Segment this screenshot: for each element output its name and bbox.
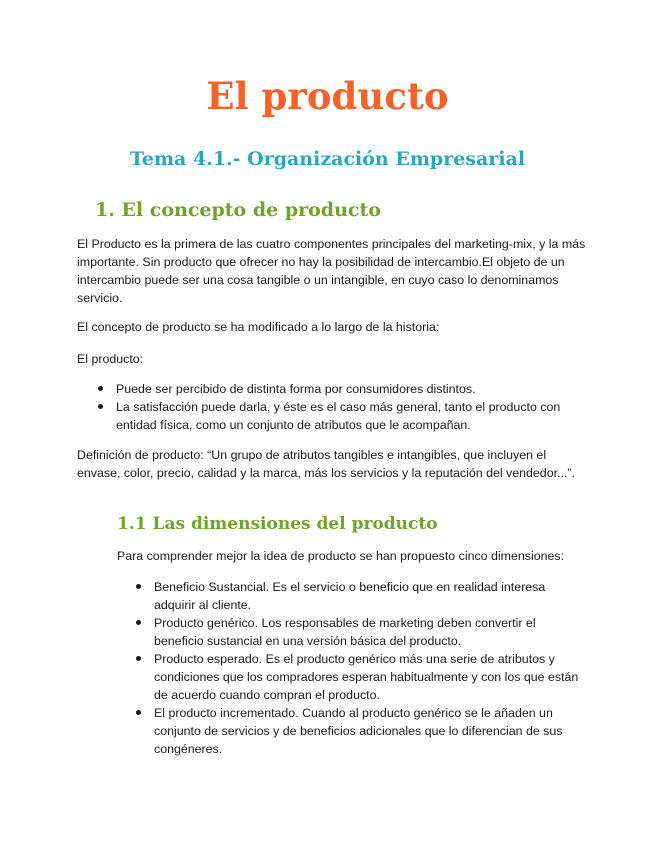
paragraph-el-producto: El producto: (77, 352, 144, 366)
paragraph-intro: El Producto es la primera de las cuatro componentes principales del marketing-mix, y la más importante. Sin producto que ofrecer no hay la posibilidad de intercambio.El objeto de un intercambio puede ser una cosa tangible o un intangible, en cuyo caso lo denominamos servicio. (77, 237, 586, 305)
paragraph-definicion: Definición de producto: “Un grupo de atributos tangibles e intangibles, que incluyen el envase, color, precio, calidad y la marca, más los servicios y la reputación del vendedor...”. (77, 448, 575, 480)
document-title: El producto (206, 74, 449, 118)
list-item: El producto incrementado. Cuando al producto genérico se le añaden un conjunto de servicios y de beneficios adicionales que lo diferencian de sus congéneres. (132, 704, 582, 758)
bullet-list-dimensiones (132, 578, 582, 758)
paragraph-concepto: El concepto de producto se ha modificado a lo largo de la historia: (77, 320, 440, 334)
list-item: Producto esperado. Es el producto genérico más una serie de atributos y condiciones que los compradores esperan habitualmente y con los que están de acuerdo cuando compran el producto. (132, 650, 582, 704)
subsection-heading-dimensiones: 1.1 Las dimensiones del producto (117, 514, 438, 534)
list-item: La satisfacción puede darla, y éste es el caso más general, tanto el producto con entidad física, como un conjunto de atributos que le acompañan. (94, 398, 594, 434)
section-heading-concepto: 1. El concepto de producto (95, 199, 381, 221)
list-item: Puede ser percibido de distinta forma por consumidores distintos. (94, 380, 594, 398)
list-item: Beneficio Sustancial. Es el servicio o beneficio que en realidad interesa adquirir al cliente. (132, 578, 582, 614)
bullet-list-producto (94, 380, 594, 434)
list-item: Producto genérico. Los responsables de marketing deben convertir el beneficio sustancial en una versión básica del producto. (132, 614, 582, 650)
paragraph-dimensiones-intro: Para comprender mejor la idea de producto se han propuesto cinco dimensiones: (117, 549, 565, 563)
document-subtitle: Tema 4.1.- Organización Empresarial (129, 148, 526, 170)
